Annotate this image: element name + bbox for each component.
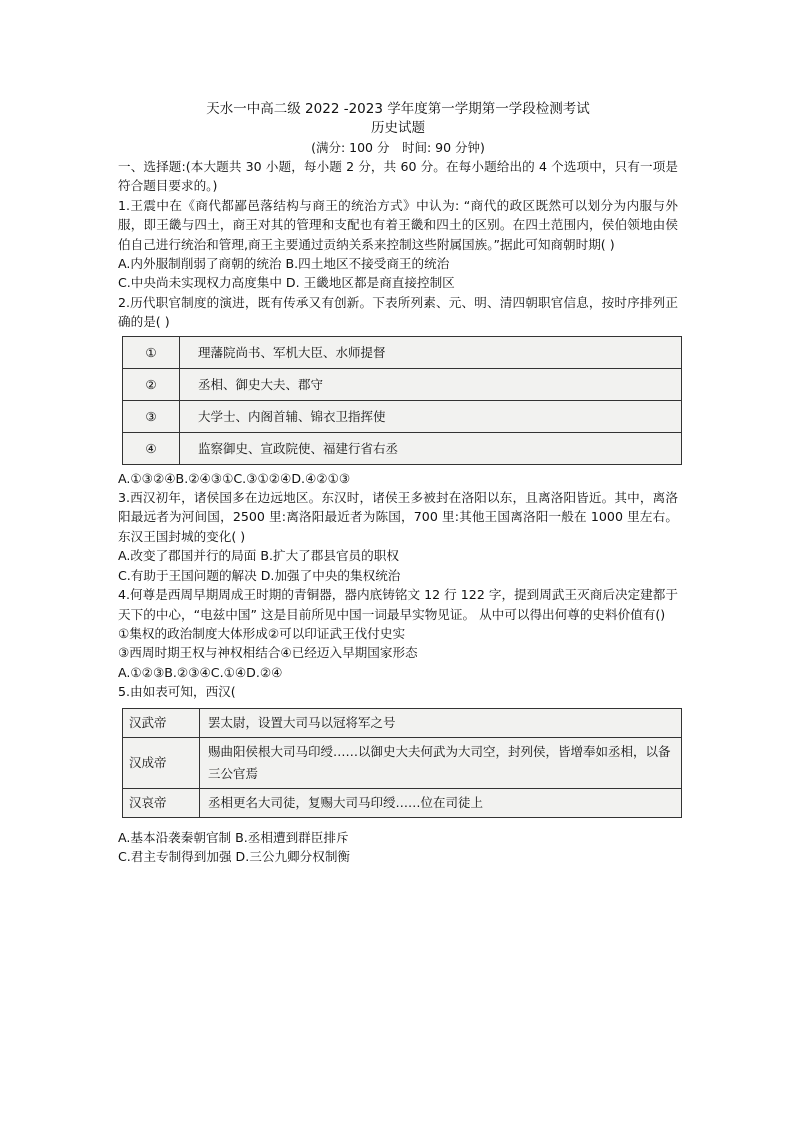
table-row: [123, 432, 682, 464]
table-row: [123, 788, 682, 817]
exam-meta: (满分: 100 分 时间: 90 分钟): [311, 140, 485, 155]
table-row: [123, 368, 682, 400]
section-instructions: 一、选择题:(本大题共 30 小题，每小题 2 分，共 60 分。在每小题给出的 4 个选项中，只有一项是符合题目要求的。): [118, 159, 678, 194]
question-5-options-ab: A.基本沿袭秦朝官制 B.丞相遭到群臣排斥: [118, 829, 349, 845]
question-3-options-ab: A.改变了郡国并行的局面 B.扩大了郡县官员的职权: [118, 548, 399, 564]
emperor-cell: 汉成帝: [123, 737, 200, 788]
question-4-options: A.①②③B.②③④C.①④D.②④: [118, 664, 283, 680]
policy-cell: 罢太尉，设置大司马以冠将军之号: [200, 708, 682, 737]
row-number: ②: [123, 368, 180, 400]
emperor-cell: 汉哀帝: [123, 788, 200, 817]
question-1-options-cd: C.中央尚未实现权力高度集中 D. 王畿地区都是商直接控制区: [118, 275, 455, 291]
question-2-options: A.①③②④B.②④③①C.③①②④D.④②①③: [118, 470, 351, 486]
question-2-table: [122, 336, 682, 465]
row-text: 监察御史、宣政院使、福建行省右丞: [180, 432, 682, 464]
table-row: [123, 708, 682, 737]
exam-subject: 历史试题: [371, 120, 425, 136]
exam-title: 天水一中高二级 2022 -2023 学年度第一学期第一学段检测考试: [206, 101, 590, 117]
row-number: ④: [123, 432, 180, 464]
table-row: [123, 336, 682, 368]
policy-cell: 赐曲阳侯根大司马印绶……以御史大夫何武为大司空，封列侯，皆增奉如丞相，以备三公官焉: [200, 737, 682, 788]
row-number: ③: [123, 400, 180, 432]
policy-cell: 丞相更名大司徒，复赐大司马印绶……位在司徒上: [200, 788, 682, 817]
row-number: ①: [123, 336, 180, 368]
table-row: [123, 400, 682, 432]
question-4-item-12: ①集权的政治制度大体形成②可以印证武王伐付史实: [118, 625, 406, 641]
question-1-stem: 1.王震中在《商代都鄙邑落结构与商王的统治方式》中认为: “商代的政区既然可以划分为内服与外服，即王畿与四土，商王对其的管理和支配也有着王畿和四土的区别。在四土范围内，侯伯领地由侯伯自己进行统治和管理,商王主要通过贡纳关系来控制这些附属国族。”据此可知商朝时期( ): [118, 197, 678, 252]
row-text: 丞相、御史大夫、郡守: [180, 368, 682, 400]
question-5-table: [122, 708, 682, 818]
question-3-options-cd: C.有助于王国问题的解决 D.加强了中央的集权统治: [118, 567, 401, 583]
emperor-cell: 汉武帝: [123, 708, 200, 737]
question-4-stem: 4.何尊是西周早期周成王时期的青铜器，器内底铸铭文 12 行 122 字，提到周武王灭商后决定建都于天下的中心，“电兹中国” 这是目前所见中国一词最早实物见证。 从中可以得出何尊的史料价值有(): [118, 587, 678, 622]
table-row: [123, 737, 682, 788]
question-5-options-cd: C.君主专制得到加强 D.三公九卿分权制衡: [118, 848, 351, 864]
question-5-stem: 5.由如表可知，西汉(: [118, 684, 236, 700]
question-3-stem: 3.西汉初年，诸侯国多在边远地区。东汉时，诸侯王多被封在洛阳以东，且离洛阳皆近。其中，离洛阳最远者为河间国，2500 里:离洛阳最近者为陈国，700 里:其他王国离洛阳一般在 1000 里左右。东汉王国封城的变化( ): [118, 490, 678, 544]
question-4-item-34: ③西周时期王权与神权相结合④已经迈入早期国家形态: [118, 645, 418, 661]
row-text: 大学士、内阁首辅、锦衣卫指挥使: [180, 400, 682, 432]
question-1-options-ab: A.内外服制削弱了商朝的统治 B.四土地区不接受商王的统治: [118, 256, 450, 272]
row-text: 理藩院尚书、军机大臣、水师提督: [180, 336, 682, 368]
question-2-stem: 2.历代职官制度的演进，既有传承又有创新。下表所列素、元、明、清四朝职官信息，按时序排列正确的是( ): [118, 294, 678, 330]
